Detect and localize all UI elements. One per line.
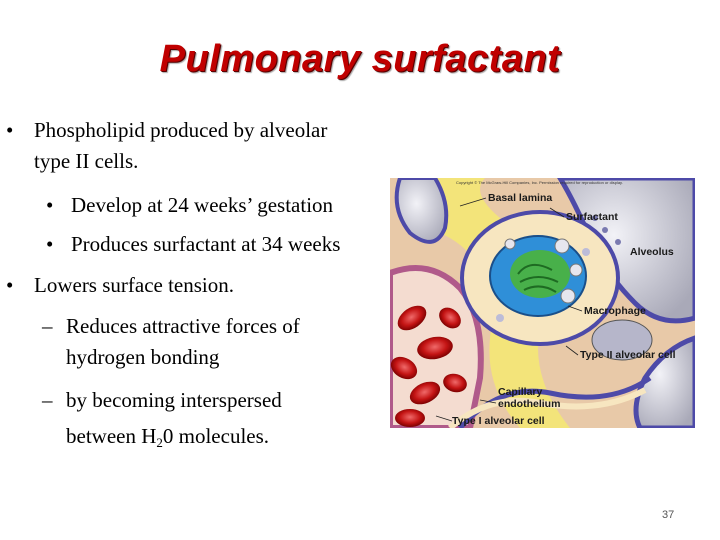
label-endothelium: endothelium [498, 398, 561, 410]
bullet-2a-line-2: hydrogen bonding [66, 345, 220, 369]
bullet-1b: Produces surfactant at 34 weeks [71, 232, 341, 256]
slide-title: Pulmonary surfactant [159, 38, 561, 80]
h2o-prefix: between H [66, 424, 157, 448]
bullet-mark: • [6, 118, 14, 142]
label-macrophage: Macrophage [584, 305, 646, 317]
bullet-mark: • [6, 273, 14, 297]
alveolus-illustration [390, 178, 695, 428]
dash-mark: – [42, 314, 53, 338]
bullet-1-line-2: type II cells. [34, 149, 139, 173]
figure-copyright: Copyright © The McGraw-Hill Companies, Inc. Permission required for reproduction or display. [456, 180, 623, 185]
h2o-suffix: 0 molecules. [162, 424, 270, 448]
bullet-1a: Develop at 24 weeks’ gestation [71, 193, 334, 217]
bullet-2a-line-1: Reduces attractive forces of [66, 314, 300, 338]
label-basal-lamina: Basal lamina [488, 192, 553, 204]
label-capillary: Capillary [498, 386, 543, 398]
dash-mark: – [42, 388, 53, 412]
label-alveolus: Alveolus [630, 246, 674, 258]
bullet-1-line-1: Phospholipid produced by alveolar [34, 118, 328, 142]
label-type-i-cell: Type I alveolar cell [452, 415, 545, 427]
h2o-subscript: 2 [156, 435, 163, 450]
page-number: 37 [662, 509, 675, 521]
label-type-ii-cell: Type II alveolar cell [580, 349, 676, 361]
bullet-2b-line-2 [66, 421, 269, 452]
label-surfactant: Surfactant [566, 211, 618, 223]
bullet-2: Lowers surface tension. [34, 273, 235, 297]
bullet-mark: • [46, 193, 54, 217]
bullet-mark: • [46, 232, 54, 256]
bullet-2b-line-1: by becoming interspersed [66, 388, 282, 412]
